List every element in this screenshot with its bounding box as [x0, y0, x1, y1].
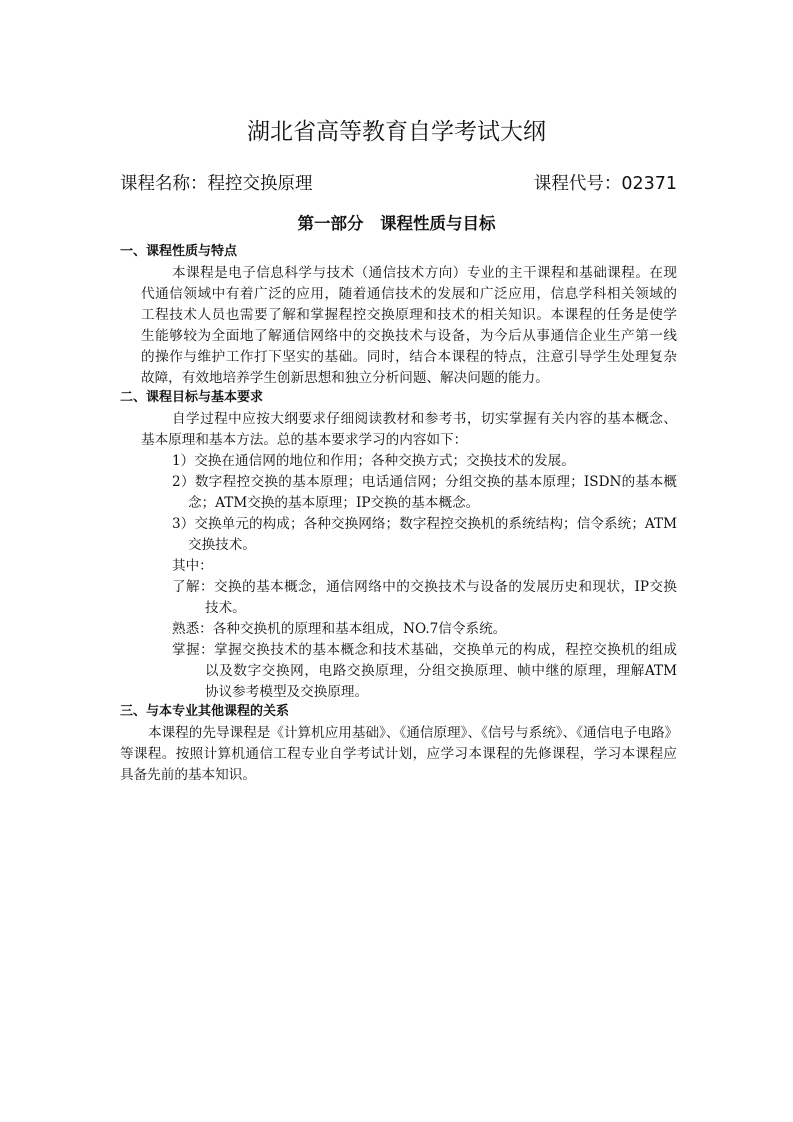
paragraph-line: 代通信领域中有着广泛的应用，随着通信技术的发展和广泛应用，信息学科相关领域的 — [141, 286, 677, 302]
level-item-continued: 技术。 — [205, 600, 246, 616]
paragraph-line: 具备先前的基本知识。 — [120, 767, 256, 783]
paragraph-line: 自学过程中应按大纲要求仔细阅读教材和参考书，切实掌握有关内容的基本概念、 — [172, 411, 677, 427]
course-code: 课程代号：02371 — [533, 174, 677, 194]
level-item-continued: 协议参考模型及交换原理。 — [205, 684, 369, 700]
paragraph-line: 基本原理和基本方法。总的基本要求学习的内容如下： — [141, 432, 468, 448]
document-title: 湖北省高等教育自学考试大纲 — [247, 119, 546, 145]
paragraph-line: 生能够较为全面地了解通信网络中的交换技术与设备，为今后从事通信企业生产第一线 — [141, 328, 677, 344]
level-item: 熟悉：各种交换机的原理和基本组成，NO.7信令系统。 — [172, 621, 507, 637]
list-item-continued: 交换技术。 — [188, 537, 256, 553]
part-heading: 第一部分 课程性质与目标 — [297, 214, 496, 233]
list-item: 3）交换单元的构成；各种交换网络；数字程控交换机的系统结构；信令系统；ATM — [172, 516, 677, 532]
paragraph-line: 的操作与维护工作打下坚实的基础。同时，结合本课程的特点，注意引导学生处理复杂 — [141, 349, 677, 365]
among-label: 其中： — [172, 558, 213, 574]
level-item: 掌握：掌握交换技术的基本概念和技术基础，交换单元的构成，程控交换机的组成 — [172, 642, 677, 658]
paragraph-line: 工程技术人员也需要了解和掌握程控交换原理和技术的相关知识。本课程的任务是使学 — [141, 307, 677, 323]
paragraph-line: 故障，有效地培养学生创新思想和独立分析问题、解决问题的能力。 — [141, 370, 549, 386]
section-heading: 三、与本专业其他课程的关系 — [120, 704, 290, 719]
paragraph-line: 本课程的先导课程是《计算机应用基础》、《通信原理》、《信号与系统》、《通信电子电路》 — [148, 725, 679, 741]
level-item: 了解：交换的基本概念，通信网络中的交换技术与设备的发展历史和现状，IP交换 — [172, 579, 677, 595]
paragraph-line: 等课程。按照计算机通信工程专业自学考试计划，应学习本课程的先修课程，学习本课程应 — [120, 746, 677, 762]
list-item: 1）交换在通信网的地位和作用；各种交换方式；交换技术的发展。 — [172, 453, 575, 469]
section-heading: 一、课程性质与特点 — [120, 244, 238, 259]
list-item: 2）数字程控交换的基本原理；电话通信网；分组交换的基本原理；ISDN的基本概 — [172, 474, 677, 490]
course-name: 课程名称：程控交换原理 — [120, 174, 313, 194]
paragraph-line: 本课程是电子信息科学与技术（通信技术方向）专业的主干课程和基础课程。在现 — [172, 265, 677, 281]
list-item-continued: 念；ATM交换的基本原理；IP交换的基本概念。 — [188, 495, 480, 511]
section-heading: 二、课程目标与基本要求 — [120, 390, 264, 405]
level-item-continued: 以及数字交换网，电路交换原理，分组交换原理、帧中继的原理，理解ATM — [205, 663, 677, 679]
